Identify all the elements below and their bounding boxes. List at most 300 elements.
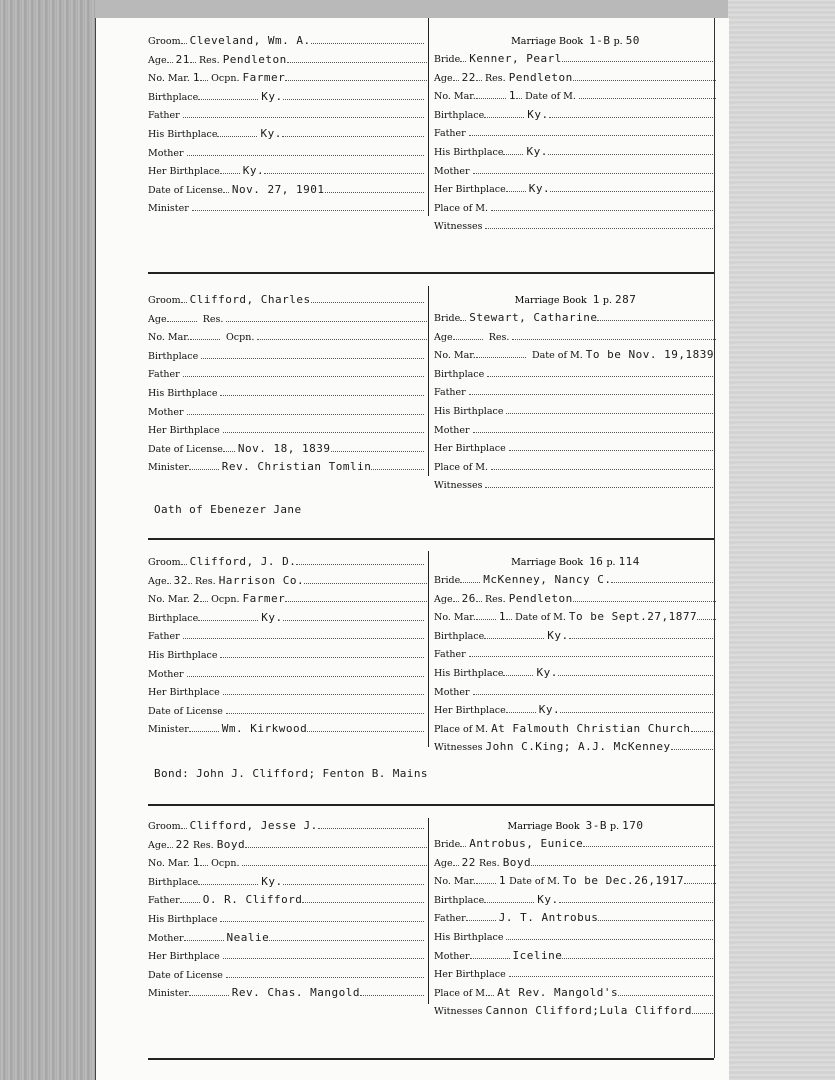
field-value: Nealie <box>226 930 270 944</box>
form-row <box>148 984 428 1003</box>
form-row <box>434 891 717 910</box>
field-label: Groom <box>148 557 181 568</box>
marriage-book-reference <box>434 32 717 50</box>
field-label: Date of License <box>148 443 223 455</box>
dotted-leader <box>466 910 496 921</box>
form-row <box>148 817 428 836</box>
field-value: Boyd <box>216 837 246 851</box>
field-value: 50 <box>625 34 640 47</box>
dotted-leader <box>473 163 713 174</box>
dotted-leader <box>569 628 713 639</box>
dotted-leader <box>473 422 713 433</box>
field-label: No. Mar. <box>434 612 476 624</box>
form-row <box>434 645 717 664</box>
dotted-leader <box>307 721 424 732</box>
dotted-leader <box>485 477 713 488</box>
dotted-leader <box>583 836 713 847</box>
field-label: Res. <box>488 331 510 343</box>
form-row <box>148 702 428 721</box>
form-row <box>434 835 717 854</box>
form-row <box>434 664 717 683</box>
field-value: Iceline <box>512 948 563 962</box>
field-value: To be Nov. 19,1839 <box>585 348 714 362</box>
form-row <box>434 106 717 125</box>
field-value: Ky. <box>527 107 549 121</box>
field-label: Birthplace <box>148 876 199 888</box>
dotted-leader <box>183 107 424 118</box>
field-label: Ocpn. <box>211 858 240 870</box>
dotted-leader <box>360 985 424 996</box>
dotted-leader <box>200 591 208 602</box>
field-label: Res. <box>193 839 214 851</box>
form-row <box>434 909 717 928</box>
marriage-record-sheet <box>95 18 729 1080</box>
marriage-book-reference <box>434 817 717 835</box>
groom-name: Clifford, Jesse J. <box>189 819 318 832</box>
form-row <box>148 365 428 384</box>
form-row <box>434 947 717 966</box>
dotted-leader <box>304 573 427 584</box>
form-row <box>434 701 717 720</box>
bride-name: Kenner, Pearl <box>469 52 562 65</box>
dotted-leader <box>506 929 713 940</box>
dotted-leader <box>223 948 424 959</box>
bride-column <box>434 32 717 236</box>
field-value: Rev. Christian Tomlin <box>221 460 372 474</box>
field-label: Mother <box>434 165 470 177</box>
field-label: Father <box>434 387 466 399</box>
dotted-leader <box>283 874 424 885</box>
groom-column <box>148 817 428 1003</box>
form-row <box>148 646 428 665</box>
dotted-leader <box>549 107 713 118</box>
form-row <box>148 873 428 892</box>
dotted-leader <box>282 126 424 137</box>
column-divider <box>428 818 429 1004</box>
field-label: Marriage Book <box>511 557 584 568</box>
form-row <box>434 199 717 218</box>
field-label: No. Mar. <box>148 73 190 85</box>
dotted-leader <box>187 666 424 677</box>
dotted-leader <box>201 348 424 359</box>
dotted-leader <box>188 573 192 584</box>
field-value: Farmer <box>242 71 286 85</box>
field-label: Father <box>148 631 180 643</box>
field-value: 26 <box>461 591 476 605</box>
dotted-leader <box>189 721 219 732</box>
field-label: Birthplace <box>148 350 199 362</box>
record-separator <box>148 272 714 274</box>
form-row <box>148 403 428 422</box>
form-row <box>148 683 428 702</box>
field-label: Mother <box>148 147 184 159</box>
field-value: 1 <box>508 89 516 103</box>
dotted-leader <box>558 665 713 676</box>
dotted-leader <box>311 292 424 303</box>
form-row <box>148 384 428 403</box>
field-label: No. Mar. <box>148 594 190 606</box>
dotted-leader <box>167 573 171 584</box>
dotted-leader <box>220 647 424 658</box>
form-row <box>434 872 717 891</box>
dotted-leader <box>476 609 496 620</box>
field-label: Birthplace <box>434 894 485 906</box>
dotted-leader <box>476 347 526 358</box>
field-value: Nov. 18, 1839 <box>237 441 331 455</box>
form-row <box>434 720 717 739</box>
field-value: Rev. Chas. Mangold <box>231 986 360 1000</box>
form-row <box>148 51 428 70</box>
dotted-leader <box>264 163 424 174</box>
field-value: Ky. <box>547 628 569 642</box>
form-row <box>434 143 717 162</box>
dotted-leader <box>491 200 713 211</box>
dotted-leader <box>684 873 716 884</box>
field-label: No. Mar. <box>434 876 476 888</box>
form-row <box>434 683 717 702</box>
field-label: Marriage Book <box>507 821 580 832</box>
form-row <box>434 965 717 984</box>
field-value: Pendleton <box>222 52 287 66</box>
field-value: Ky. <box>261 874 283 888</box>
form-row <box>148 627 428 646</box>
dotted-leader <box>181 33 187 44</box>
field-value: 32 <box>173 573 188 587</box>
field-label: Res. <box>485 593 506 605</box>
dotted-leader <box>226 703 424 714</box>
dotted-leader <box>453 855 459 866</box>
dotted-leader <box>573 70 716 81</box>
form-row <box>434 608 717 627</box>
dotted-leader <box>189 985 229 996</box>
field-label: Father <box>434 649 466 661</box>
field-label: No. Mar. <box>434 350 476 362</box>
field-label: Date of M. <box>509 876 560 888</box>
groom-column <box>148 291 428 477</box>
field-label: His Birthplace <box>148 913 218 925</box>
dotted-leader <box>302 892 424 903</box>
groom-name: Clifford, J. D. <box>189 555 297 568</box>
dotted-leader <box>217 126 257 137</box>
field-label: Date of M. <box>515 612 566 624</box>
form-row <box>434 162 717 181</box>
form-row <box>434 124 717 143</box>
dotted-leader <box>285 591 427 602</box>
field-label: Place of M. <box>434 723 489 735</box>
field-label: Minister <box>148 988 189 1000</box>
form-row <box>148 665 428 684</box>
dotted-leader <box>512 329 716 340</box>
form-row <box>148 88 428 107</box>
dotted-leader <box>198 89 258 100</box>
field-value: 114 <box>618 555 640 568</box>
bride-name: Antrobus, Eunice <box>469 837 584 850</box>
form-row <box>148 181 428 200</box>
field-value <box>197 312 200 325</box>
field-value: 3-B <box>585 819 607 832</box>
column-divider <box>428 551 429 747</box>
dotted-leader <box>220 911 424 922</box>
dotted-leader <box>257 329 427 340</box>
field-label: His Birthplace <box>434 146 504 158</box>
field-value: Nov. 27, 1901 <box>231 182 325 196</box>
field-value: 1-B <box>589 34 611 47</box>
field-label: Bride <box>434 575 461 586</box>
field-label: Her Birthplace <box>434 443 506 455</box>
field-label: Age <box>434 72 453 84</box>
record-separator <box>148 1058 714 1060</box>
dotted-leader <box>671 739 713 750</box>
field-value: Harrison Co. <box>218 573 305 587</box>
field-label: Minister <box>148 203 189 215</box>
dotted-leader <box>531 855 716 866</box>
field-label: Bride <box>434 313 461 324</box>
field-label: Birthplace <box>434 368 485 380</box>
dotted-leader <box>506 181 526 192</box>
form-row <box>148 125 428 144</box>
form-row <box>148 966 428 985</box>
field-label: Marriage Book <box>511 36 584 47</box>
field-label: Groom <box>148 295 181 306</box>
dotted-leader <box>198 874 258 885</box>
groom-name: Cleveland, Wm. A. <box>189 34 311 47</box>
field-value: At Falmouth Christian Church <box>491 721 691 735</box>
form-row <box>148 347 428 366</box>
field-value: Pendleton <box>508 70 573 84</box>
field-label: Her Birthplace <box>434 705 506 717</box>
field-value: O. R. Clifford <box>202 893 303 907</box>
dotted-leader <box>180 892 200 903</box>
field-value: Cannon Clifford;Lula Clifford <box>485 1004 693 1018</box>
field-value <box>526 348 529 361</box>
dotted-leader <box>579 88 716 99</box>
field-label: Date of License <box>148 969 223 981</box>
field-label: Mother <box>148 406 184 418</box>
dotted-leader <box>469 384 713 395</box>
field-value: 2 <box>192 592 200 606</box>
field-label: His Birthplace <box>434 931 504 943</box>
form-row <box>434 180 717 199</box>
form-row <box>148 609 428 628</box>
field-value: Ky. <box>528 182 551 196</box>
field-label: Birthplace <box>148 612 199 624</box>
field-label: Place of M. <box>434 202 489 214</box>
record-separator <box>148 538 714 540</box>
dotted-leader <box>548 144 713 155</box>
field-label: Mother <box>434 424 470 436</box>
dotted-leader <box>167 52 173 63</box>
field-label: His Birthplace <box>434 667 504 679</box>
dotted-leader <box>476 70 482 81</box>
field-label: Date of M. <box>532 350 583 362</box>
field-value: Ky. <box>242 164 265 178</box>
form-row <box>148 144 428 163</box>
column-divider <box>428 286 429 476</box>
field-label: Res. <box>202 313 224 325</box>
field-value <box>483 330 486 343</box>
field-label: Witnesses <box>434 1006 483 1018</box>
dotted-leader <box>597 310 713 321</box>
field-label: Place of M. <box>434 461 489 473</box>
dotted-leader <box>187 404 424 415</box>
dotted-leader <box>223 684 424 695</box>
dotted-leader <box>473 684 713 695</box>
field-label: Her Birthplace <box>148 951 220 963</box>
field-value: J. T. Antrobus <box>498 911 599 925</box>
dotted-leader <box>226 311 427 322</box>
dotted-leader <box>269 930 424 941</box>
field-label: Father <box>148 369 180 381</box>
form-row <box>148 69 428 88</box>
field-label: Age <box>148 54 167 66</box>
field-value: To be Dec.26,1917 <box>562 874 684 888</box>
field-label: No. Mar. <box>148 858 190 870</box>
field-label: His Birthplace <box>148 649 218 661</box>
field-value: Pendleton <box>508 591 573 605</box>
scan-right-margin <box>728 0 835 1080</box>
dotted-leader <box>618 985 713 996</box>
field-label: Res. <box>479 857 500 869</box>
record-note: Bond: John J. Clifford; Fenton B. Mains <box>154 767 428 780</box>
field-label: Bride <box>434 54 461 65</box>
form-row <box>434 217 717 236</box>
field-value: Ky. <box>537 892 559 906</box>
dotted-leader <box>506 403 713 414</box>
dotted-leader <box>311 33 424 44</box>
form-row <box>434 87 717 106</box>
field-label: Bride <box>434 839 461 850</box>
dotted-leader <box>506 609 512 620</box>
dotted-leader <box>181 818 187 829</box>
dotted-leader <box>550 181 713 192</box>
field-label: His Birthplace <box>148 128 218 140</box>
dotted-leader <box>560 702 713 713</box>
field-label: His Birthplace <box>434 405 504 417</box>
dotted-leader <box>167 837 173 848</box>
marriage-book-reference <box>434 553 717 571</box>
scan-left-margin <box>0 0 95 1080</box>
form-row <box>148 310 428 329</box>
field-label: Her Birthplace <box>434 969 506 981</box>
dotted-leader <box>187 145 424 156</box>
field-label: Mother <box>434 686 470 698</box>
dotted-leader <box>491 459 713 470</box>
field-label: His Birthplace <box>148 387 218 399</box>
field-value: 22 <box>175 837 190 851</box>
bride-column <box>434 553 717 757</box>
form-row <box>148 421 428 440</box>
field-label: Age <box>148 313 167 325</box>
field-label: Father <box>148 895 180 907</box>
form-row <box>148 199 428 218</box>
dotted-leader <box>287 52 427 63</box>
field-value: 287 <box>615 293 637 306</box>
dotted-leader <box>562 948 713 959</box>
dotted-leader <box>476 88 506 99</box>
dotted-leader <box>296 554 424 565</box>
dotted-leader <box>503 665 533 676</box>
field-label: Ocpn. <box>226 332 255 344</box>
dotted-leader <box>503 144 523 155</box>
dotted-leader <box>476 591 482 602</box>
field-value: To be Sept.27,1877 <box>568 610 698 624</box>
dotted-leader <box>226 967 424 978</box>
dotted-leader <box>506 702 536 713</box>
field-label: Minister <box>148 724 189 736</box>
bride-column <box>434 291 717 495</box>
field-label: Age <box>434 857 453 869</box>
field-label: No. Mar. <box>434 91 476 103</box>
dotted-leader <box>509 966 713 977</box>
dotted-leader <box>283 610 424 621</box>
dotted-leader <box>190 52 196 63</box>
form-row <box>148 854 428 873</box>
field-label: Witnesses <box>434 742 483 754</box>
field-label: Her Birthplace <box>434 184 506 196</box>
field-value: Ky. <box>261 89 283 103</box>
field-label: Age <box>434 593 453 605</box>
dotted-leader <box>484 628 544 639</box>
form-row <box>148 720 428 739</box>
form-row <box>434 571 717 590</box>
dotted-leader <box>192 200 424 211</box>
form-row <box>148 891 428 910</box>
form-row <box>434 1002 717 1021</box>
column-divider <box>428 18 429 216</box>
field-label: p. <box>602 295 612 306</box>
field-value: 1 <box>498 874 506 888</box>
dotted-leader <box>453 70 459 81</box>
dotted-leader <box>485 218 713 229</box>
form-row <box>434 854 717 873</box>
dotted-leader <box>331 441 425 452</box>
dotted-leader <box>198 610 258 621</box>
dotted-leader <box>611 572 713 583</box>
field-label: Mother <box>148 668 184 680</box>
field-label: Date of M. <box>525 91 576 103</box>
form-row <box>148 836 428 855</box>
dotted-leader <box>200 855 208 866</box>
field-value: 22 <box>461 70 476 84</box>
field-value: John C.King; A.J. McKenney <box>485 740 671 754</box>
dotted-leader <box>181 554 187 565</box>
dotted-leader <box>562 51 713 62</box>
dotted-leader <box>460 572 480 583</box>
field-label: No. Mar. <box>148 332 190 344</box>
form-row <box>434 402 717 421</box>
form-row <box>148 291 428 310</box>
dotted-leader <box>484 892 534 903</box>
dotted-leader <box>223 422 424 433</box>
field-label: Ocpn. <box>211 594 240 606</box>
field-label: Date of License <box>148 184 223 196</box>
dotted-leader <box>223 441 235 452</box>
field-label: Mother <box>434 950 470 962</box>
dotted-leader <box>484 107 524 118</box>
dotted-leader <box>223 182 229 193</box>
field-label: Witnesses <box>434 480 483 492</box>
field-label: p. <box>610 821 620 832</box>
form-row <box>434 590 717 609</box>
field-value: Ky. <box>261 610 283 624</box>
form-row <box>148 947 428 966</box>
field-value: Boyd <box>502 855 532 869</box>
form-row <box>148 572 428 591</box>
field-label: Father <box>148 110 180 122</box>
dotted-leader <box>220 385 424 396</box>
dotted-leader <box>167 311 197 322</box>
groom-column <box>148 32 428 218</box>
